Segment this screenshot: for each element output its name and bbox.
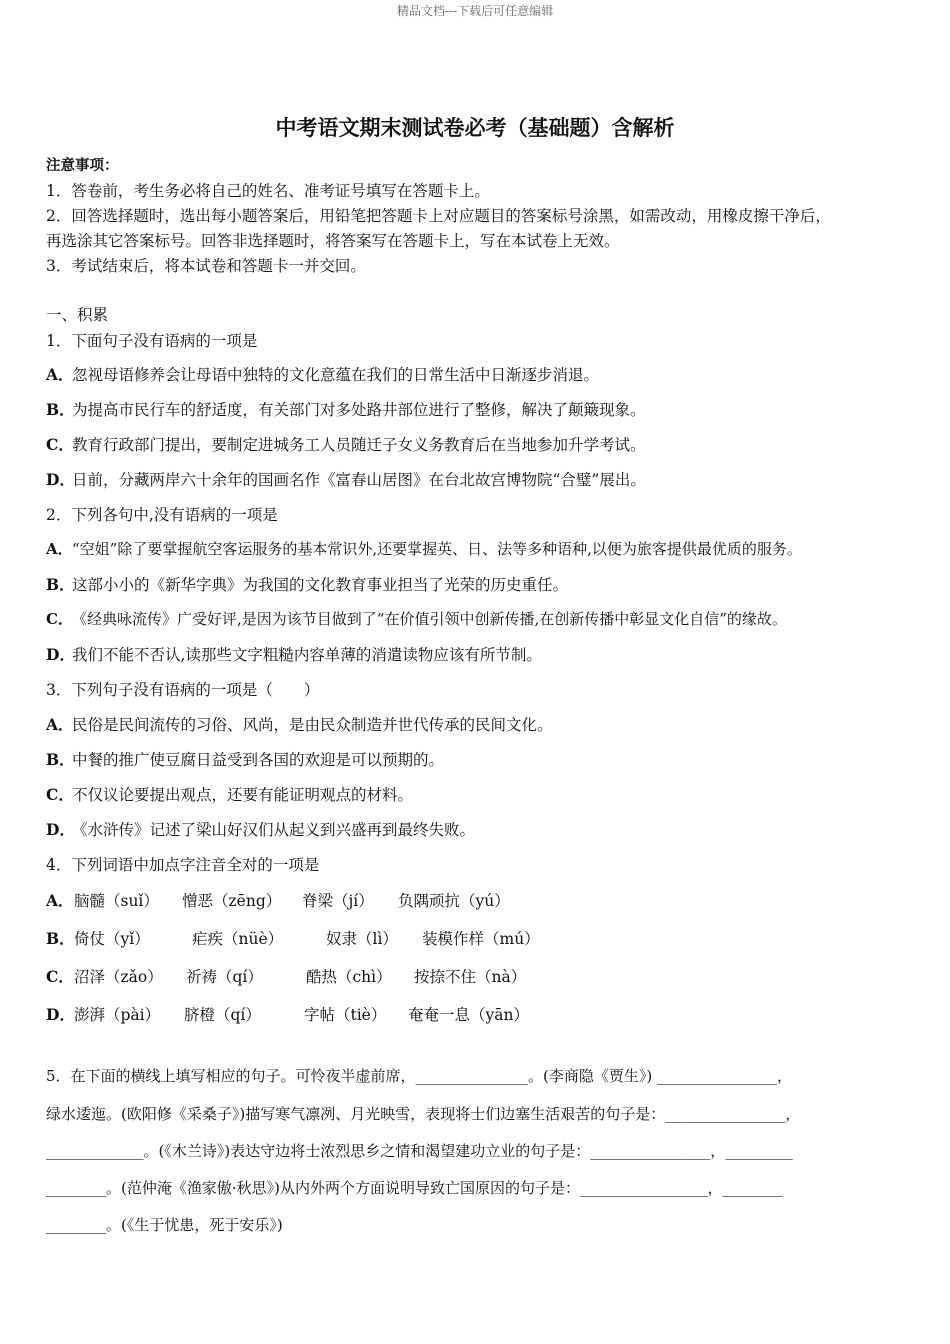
notice-item-3: 3．考试结束后，将本试卷和答题卡一并交回。 xyxy=(46,257,366,275)
option-b-item-1: 倚仗（yǐ） xyxy=(74,930,150,948)
option-a-item-1: 脑髓（suǐ） xyxy=(74,892,159,910)
question-5-line-5: ________。(《生于忧患，死于安乐》) xyxy=(46,1216,283,1234)
option-c-item-3: 酷热（chì） xyxy=(306,968,392,986)
question-1-option-b: B．为提高市民行车的舒适度，有关部门对多处路井部位进行了整修，解决了颠簸现象。 xyxy=(46,400,646,419)
question-4-option-d: D． 澎湃（pài） 脐橙（qí） 字帖（tiè） 奄奄一息（yān） xyxy=(46,1005,529,1024)
question-3-stem: 3．下列句子没有语病的一项是（ ） xyxy=(46,681,320,699)
option-d-item-3: 字帖（tiè） xyxy=(304,1006,387,1024)
question-2-stem: 2．下列各句中,没有语病的一项是 xyxy=(46,506,278,524)
option-d-item-2: 脐橙（qí） xyxy=(184,1006,261,1024)
header-note: 精品文档---下载后可任意编辑 xyxy=(396,4,554,18)
question-5-line-4: ________。(范仲淹《渔家傲·秋思》)从内外两个方面说明导致亡国原因的句子是：_________________，________ xyxy=(46,1179,783,1197)
question-4-option-b: B． 倚仗（yǐ） 疟疾（nüè） 奴隶（lì） 装模作样（mú） xyxy=(46,929,540,948)
question-1-option-a: A．忽视母语修养会让母语中独特的文化意蕴在我们的日常生活中日渐逐步消退。 xyxy=(46,365,600,384)
page-title: 中考语文期末测试卷必考（基础题）含解析 xyxy=(275,116,675,140)
question-2-option-c: C．《经典咏流传》广受好评,是因为该节目做到了“在价值引领中创新传播,在创新传播中彰显文化自信”的缘故。 xyxy=(46,610,787,628)
question-1-stem: 1．下面句子没有语病的一项是 xyxy=(46,332,258,350)
option-a-item-3: 脊梁（jí） xyxy=(302,892,374,910)
question-1-option-c: C．教育行政部门提出，要制定进城务工人员随迁子女义务教育后在当地参加升学考试。 xyxy=(46,435,646,454)
notice-heading: 注意事项： xyxy=(46,158,119,174)
question-2-option-b: B．这部小小的《新华字典》为我国的文化教育事业担当了光荣的历史重任。 xyxy=(46,575,569,594)
option-d-item-1: 澎湃（pài） xyxy=(74,1006,161,1024)
option-d-item-4: 奄奄一息（yān） xyxy=(408,1006,529,1024)
question-3-option-a: A．民俗是民间流传的习俗、风尚，是由民众制造并世代传承的民间文化。 xyxy=(46,715,553,734)
question-2-option-a: A．“空姐”除了要掌握航空客运服务的基本常识外,还要掌握英、日、法等多种语种,以便为旅客提供最优质的服务。 xyxy=(46,540,802,558)
question-4-option-a: A． 脑髓（suǐ） 憎恶（zēng） 脊梁（jí） 负隅顽抗（yú） xyxy=(46,891,510,910)
option-c-item-2: 祈祷（qí） xyxy=(186,968,263,986)
question-3-option-d: D．《水浒传》记述了梁山好汉们从起义到兴盛再到最终失败。 xyxy=(46,820,476,839)
section-heading: 一、积累 xyxy=(46,306,109,324)
question-5-line-3: _____________。(《木兰诗》)表达守边将士浓烈思乡之情和渴望建功立业的句子是：________________，_________ xyxy=(46,1142,793,1160)
question-3-option-c: C．不仅议论要提出观点，还要有能证明观点的材料。 xyxy=(46,785,414,804)
option-c-item-4: 按捺不住（nà） xyxy=(414,968,527,986)
question-5-line-2: 绿水逶迤。(欧阳修《采桑子》)描写寒气凛冽、月光映雪，表现将士们边塞生活艰苦的句子是：________________， xyxy=(46,1105,801,1123)
question-3-option-b: B．中餐的推广使豆腐日益受到各国的欢迎是可以预期的。 xyxy=(46,750,445,769)
option-b-item-3: 奴隶（lì） xyxy=(326,930,398,948)
question-1-option-d: D．日前，分藏两岸六十余年的国画名作《富春山居图》在台北故宫博物院“合璧”展出。 xyxy=(46,470,646,489)
option-c-item-1: 沼泽（zǎo） xyxy=(74,968,163,986)
notice-item-1: 1．答卷前，考生务必将自己的姓名、准考证号填写在答题卡上。 xyxy=(46,182,490,200)
option-a-item-4: 负隅顽抗（yú） xyxy=(398,892,510,910)
option-a-item-2: 憎恶（zēng） xyxy=(182,892,282,910)
question-4-option-c: C． 沼泽（zǎo） 祈祷（qí） 酷热（chì） 按捺不住（nà） xyxy=(46,967,527,986)
question-5-line-1: 5．在下面的横线上填写相应的句子。可怜夜半虚前席，_______________。(李商隐《贾生》) ________________， xyxy=(46,1067,793,1085)
option-b-item-2: 疟疾（nüè） xyxy=(192,930,284,948)
question-2-option-d: D．我们不能不否认,读那些文字粗糙内容单薄的消遣读物应该有所节制。 xyxy=(46,645,542,664)
notice-item-2: 2．回答选择题时，选出每小题答案后，用铅笔把答题卡上对应题目的答案标号涂黑，如需改动，用橡皮擦干净后， xyxy=(46,207,831,225)
question-4-stem: 4．下列词语中加点字注音全对的一项是 xyxy=(46,856,320,874)
notice-item-2-cont: 再选涂其它答案标号。回答非选择题时，将答案写在答题卡上，写在本试卷上无效。 xyxy=(46,232,620,250)
option-b-item-4: 装模作样（mú） xyxy=(422,930,540,948)
